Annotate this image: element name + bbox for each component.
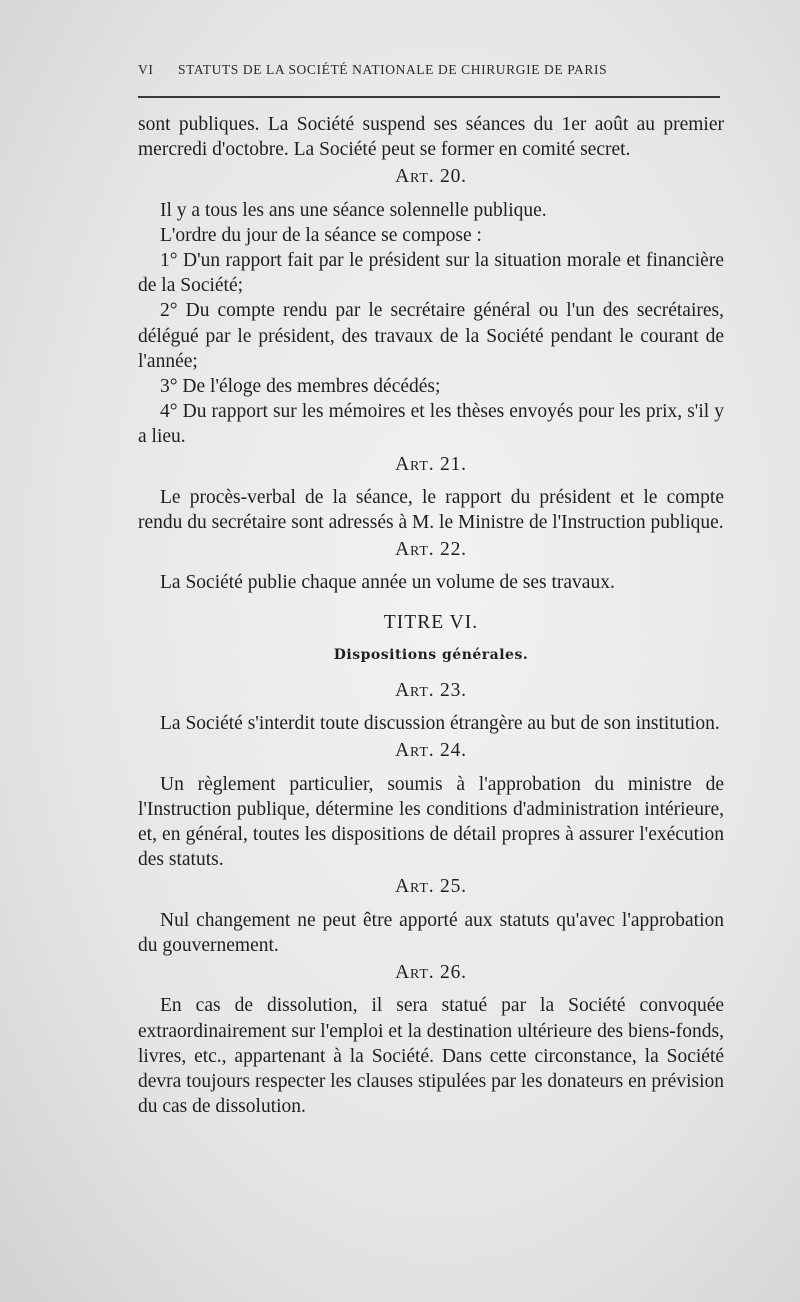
paragraph: 2° Du compte rendu par le secrétaire général ou l'un des secrétaires, délégué par le président, des travaux de la Société pendant le courant de l'année; — [138, 300, 724, 372]
paragraph: En cas de dissolution, il sera statué par la Société convoquée extraordinairement sur l'emploi et la destination ultérieure des biens-fonds, livres, etc., appartenant à la Société. Dans cette circonstance, la Société devra toujours respecter les clauses stipulées par les donateurs en prévision du cas de dissolution. — [138, 995, 724, 1118]
paragraph: 1° D'un rapport fait par le président sur la situation morale et financière de la Société; — [138, 250, 724, 297]
article-heading: Art. 22. — [395, 539, 467, 561]
paragraph: L'ordre du jour de la séance se compose : — [160, 224, 482, 246]
article-heading: Art. 25. — [395, 876, 467, 898]
article-heading: Art. 24. — [395, 740, 467, 762]
section-subtitle: Dispositions générales. — [333, 646, 529, 663]
page-body — [138, 112, 724, 1119]
article-heading: Art. 21. — [395, 453, 467, 475]
paragraph: sont publiques. La Société suspend ses séances du 1er août au premier mercredi d'octobre. La Société peut se former en comité secret. — [138, 114, 724, 161]
article-heading: Art. 23. — [395, 680, 467, 702]
running-header — [138, 62, 720, 78]
paragraph: La Société s'interdit toute discussion étrangère au but de son institution. — [160, 713, 720, 735]
paragraph: Un règlement particulier, soumis à l'approbation du ministre de l'Instruction publique, détermine les conditions d'administration intérieure, et, en général, toutes les dispositions de détail propres à assurer l'exécution des statuts. — [138, 773, 724, 871]
article-heading: Art. 20. — [395, 166, 467, 188]
paragraph: 3° De l'éloge des membres décédés; — [160, 376, 441, 398]
paragraph: Il y a tous les ans une séance solennelle publique. — [160, 199, 547, 221]
article-heading: Art. 26. — [395, 962, 467, 984]
page-number: VI — [138, 62, 154, 77]
paragraph: Nul changement ne peut être apporté aux statuts qu'avec l'approbation du gouvernement. — [138, 909, 724, 956]
running-title: STATUTS DE LA SOCIÉTÉ NATIONALE DE CHIRURGIE DE PARIS — [178, 62, 608, 77]
header-rule — [138, 96, 720, 98]
section-title: TITRE VI. — [383, 611, 479, 633]
paragraph: Le procès-verbal de la séance, le rapport du président et le compte rendu du secrétaire sont adressés à M. le Ministre de l'Instruction publique. — [138, 486, 724, 534]
paragraph: 4° Du rapport sur les mémoires et les thèses envoyés pour les prix, s'il y a lieu. — [138, 401, 724, 448]
paragraph: La Société publie chaque année un volume de ses travaux. — [160, 572, 615, 594]
